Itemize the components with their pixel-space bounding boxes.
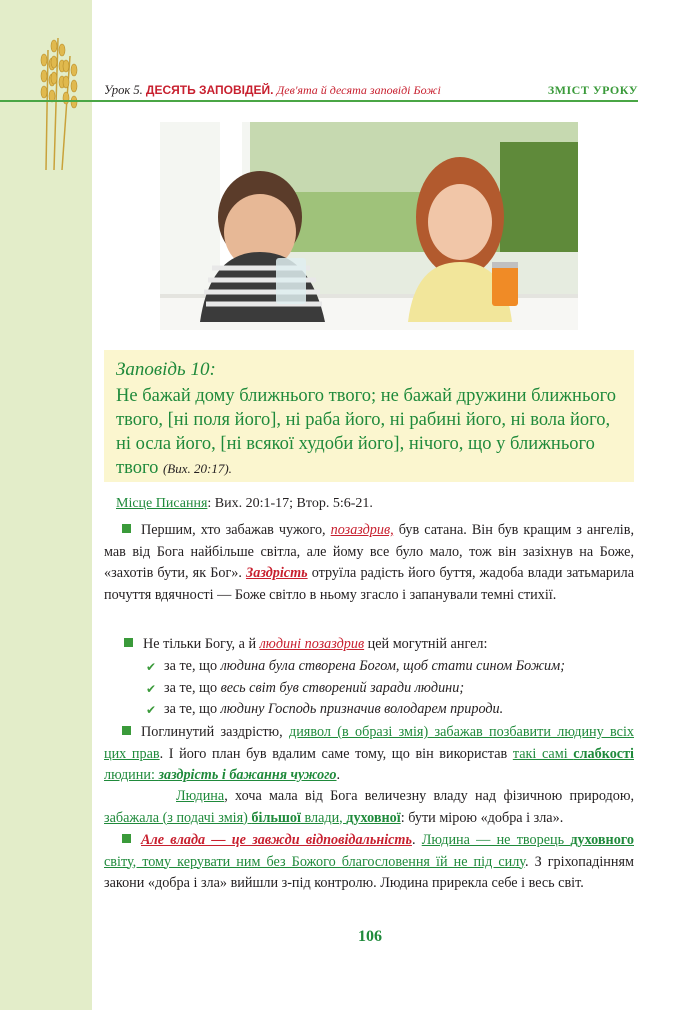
- p5-text-b: .: [411, 832, 422, 848]
- paragraph-3: [104, 722, 634, 787]
- p4-link-spiritual[interactable]: духовної: [346, 809, 401, 826]
- p4-text-b: , хоча мала від Бога величезну владу над фізичною природою,: [224, 788, 634, 804]
- checkmark-icon: ✔: [146, 681, 157, 696]
- p3-link-envy-desire[interactable]: заздрість і бажання чужого: [158, 767, 337, 783]
- p3-text-a: Поглинутий заздрістю,: [141, 724, 289, 740]
- commandment-body: Не бажай дому ближнього твого; не бажай дружини ближнього твого, [ні поля його], ні раба його, ні рабині його, ні вола його, ні осла його, [ні всякої худоби його], нічого, що у ближнього твого: [116, 386, 617, 478]
- header-lesson: Урок 5.: [104, 83, 143, 97]
- p2-text-a: Не тільки Богу, а й: [143, 636, 260, 652]
- p3-link-devil[interactable]: диявол (в образі змія) забажав позбавити людину всіх цих прав: [104, 724, 635, 762]
- scripture-reference: [116, 495, 373, 513]
- list-item-text: людину Господь призначив володарем природи.: [220, 701, 504, 717]
- scripture-label[interactable]: Місце Писання: [116, 496, 208, 511]
- checkmark-icon: ✔: [146, 660, 157, 674]
- p4-link-greater[interactable]: більшої: [251, 809, 301, 826]
- p5-link-responsibility[interactable]: Але влада — це завжди відповідальність: [141, 832, 412, 848]
- commandment-heading: Заповідь 10:: [116, 359, 216, 380]
- list-item-prefix: за те, що: [164, 658, 221, 674]
- p3-link-same[interactable]: такі самі: [512, 745, 574, 762]
- bullet-square-icon: [124, 638, 133, 647]
- lesson-photo: [160, 122, 578, 330]
- p4-link-power[interactable]: влади,: [300, 809, 347, 826]
- paragraph-5: [104, 830, 634, 895]
- paragraph-4: [104, 786, 634, 829]
- p1-link-envied[interactable]: позаздрив,: [330, 522, 394, 538]
- p1-link-envy[interactable]: Заздрість: [246, 565, 308, 581]
- header-divider: [0, 100, 638, 102]
- scripture-refs: : Вих. 20:1-17; Втор. 5:6-21.: [207, 496, 373, 511]
- list-item-prefix: за те, що: [164, 701, 221, 717]
- commandment-text: [116, 384, 624, 481]
- commandment-reference: (Вих. 20:17).: [162, 461, 232, 476]
- p4-text-g: : бути мірою «добра і зла».: [400, 809, 564, 826]
- p5-text-f: . З гріхопадінням закони «добра і зла» вийшли з-під контролю. Людина прирекла себе і весь світ.: [104, 853, 634, 891]
- header-subtitle: Дев'ята й десята заповіді Божі: [276, 83, 441, 97]
- p4-link-desired[interactable]: забажала (з подачі змія): [104, 809, 252, 826]
- p2-link-envied-man[interactable]: людині позаздрив: [259, 636, 365, 652]
- p3-link-weaknesses[interactable]: слабкості: [573, 745, 634, 762]
- list-item: [146, 699, 636, 721]
- p5-link-spiritual-world[interactable]: духовного: [570, 832, 634, 848]
- p3-text-h: .: [336, 767, 341, 783]
- p5-link-cannot-rule[interactable]: світу, тому керувати ним без Божого благословення їй не під силу: [104, 853, 525, 870]
- p1-text-e: отруїла радість його буття, жадоба влади затьмарила почуття вдячності — Боже світло в ньому згасло і запанували темні стихії.: [104, 565, 634, 603]
- page-number: 106: [358, 928, 382, 945]
- p5-link-not-creator[interactable]: Людина — не творець: [421, 832, 571, 848]
- bullet-square-icon: [122, 834, 131, 843]
- p4-link-man[interactable]: Людина: [176, 788, 225, 804]
- paragraph-2: [104, 634, 634, 656]
- envy-reasons-list: [146, 656, 636, 721]
- list-item-text: весь світ був створений заради людини;: [220, 679, 465, 696]
- list-item: [146, 656, 636, 678]
- p1-text-a: Першим, хто забажав чужого,: [141, 522, 331, 538]
- checkmark-icon: ✔: [146, 703, 157, 717]
- p3-link-of-man[interactable]: людини:: [104, 767, 159, 783]
- bullet-square-icon: [122, 726, 131, 735]
- list-item: [146, 678, 636, 700]
- paragraph-1: [104, 520, 634, 606]
- p3-text-c: . І його план був вдалим саме тому, що він використав: [159, 745, 513, 762]
- p1-text-c: був сатана. Він був кращим з ангелів, мав від Бога найбільше світла, але йому все було мало, тож він зазіхнув на Боже, «захотів бути, як Бог».: [104, 522, 634, 581]
- list-item-text: людина була створена Богом, щоб стати сином Божим;: [220, 658, 565, 674]
- bullet-square-icon: [122, 524, 131, 533]
- contents-link[interactable]: ЗМІСТ УРОКУ: [547, 83, 638, 97]
- p2-text-c: цей могутній ангел:: [364, 636, 488, 652]
- header-title: ДЕСЯТЬ ЗАПОВІДЕЙ.: [145, 83, 274, 97]
- list-item-prefix: за те, що: [164, 679, 221, 696]
- page-header: [104, 80, 638, 102]
- commandment-box: [104, 350, 634, 482]
